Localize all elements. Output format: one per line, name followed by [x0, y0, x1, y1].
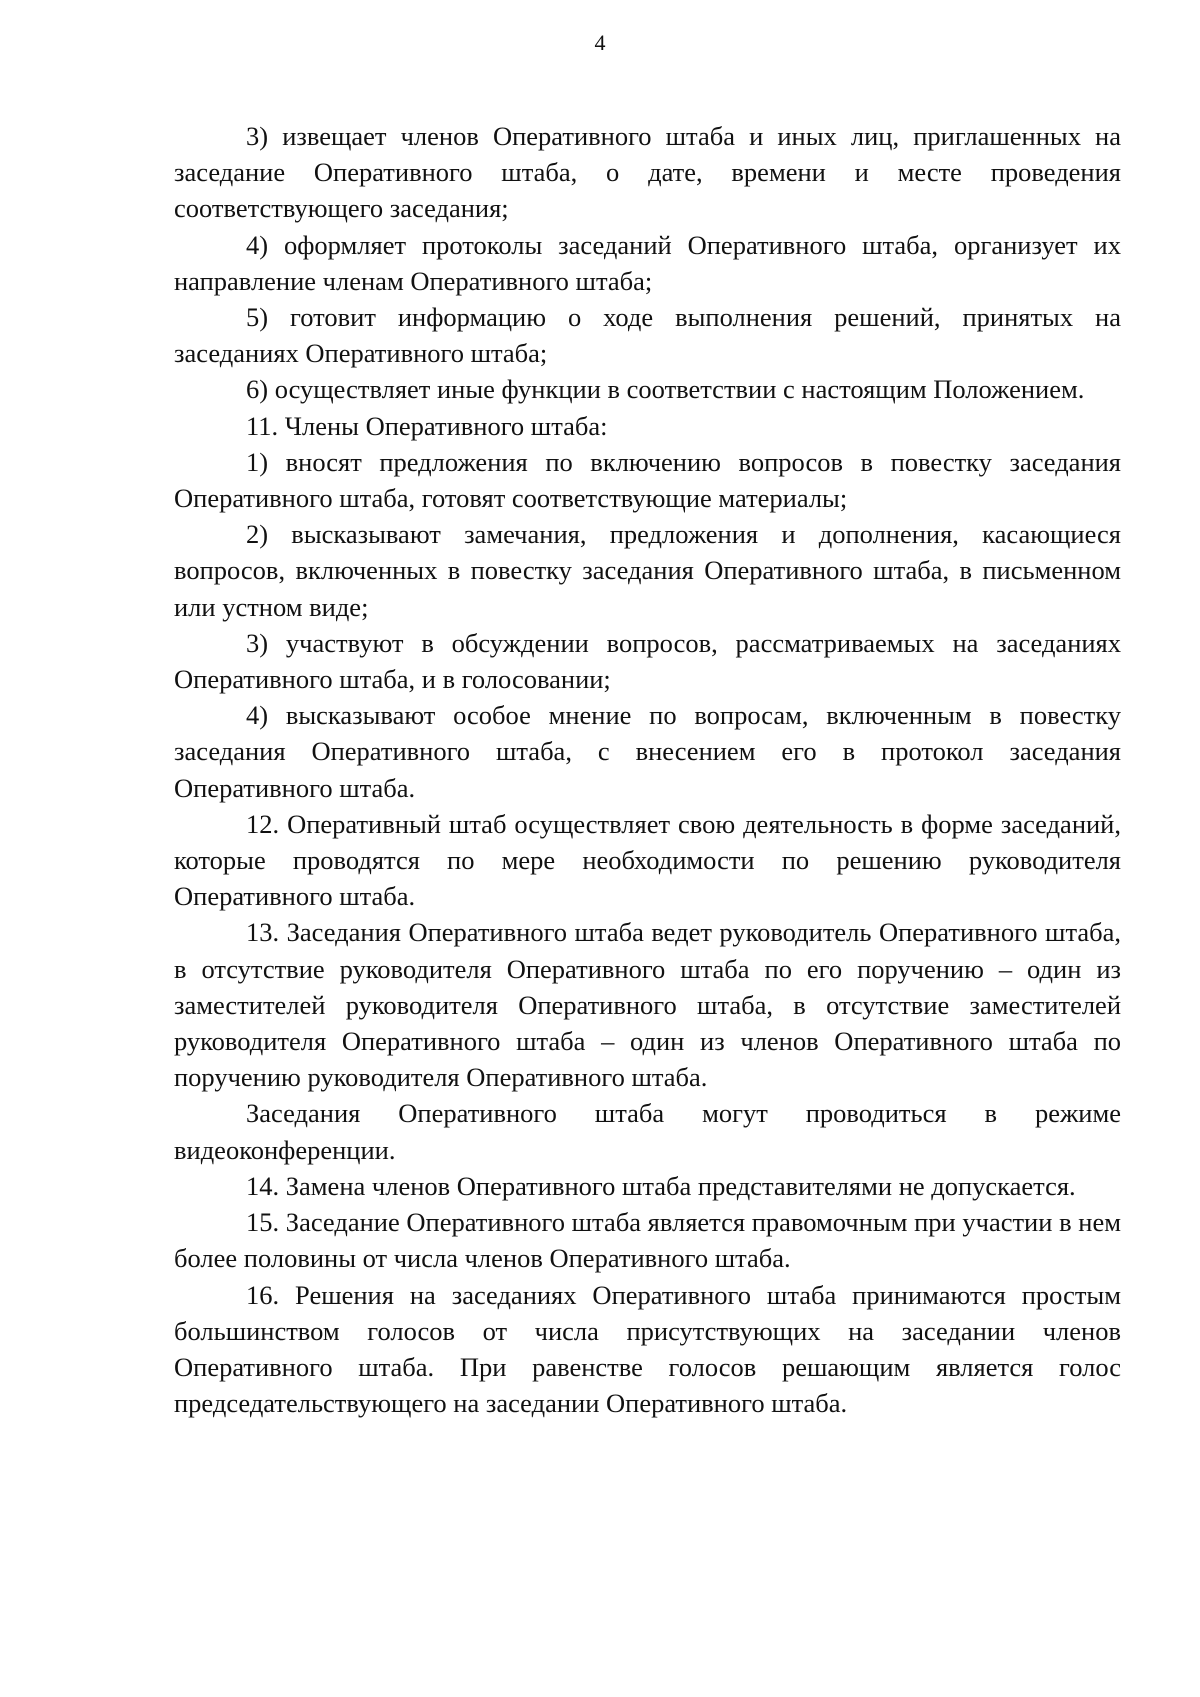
paragraph-11-4: 4) высказывают особое мнение по вопросам, включенным в повестку заседания Оперативного штаба, с внесением его в протокол заседания Оперативного штаба.: [174, 700, 1121, 803]
paragraph-11-heading: 11. Члены Оперативного штаба:: [246, 410, 608, 441]
paragraph-16: 16. Решения на заседаниях Оперативного штаба принимаются простым большинством голосов от числа присутствующих на заседании членов Оперативного штаба. При равенстве голосов решающим является голос председательствующего на заседании Оперативного штаба.: [174, 1279, 1121, 1419]
paragraph-11-3: 3) участвуют в обсуждении вопросов, рассматриваемых на заседаниях Оперативного штаба, и в голосовании;: [174, 627, 1121, 695]
paragraph-10-6: 6) осуществляет иные функции в соответствии с настоящим Положением.: [246, 374, 1085, 405]
paragraph-10-5: 5) готовит информацию о ходе выполнения решений, принятых на заседаниях Оперативного штаба;: [174, 302, 1121, 369]
paragraph-13-videoconference: Заседания Оперативного штаба могут проводиться в режиме видеоконференции.: [174, 1098, 1121, 1165]
paragraph-12: 12. Оперативный штаб осуществляет свою деятельность в форме заседаний, которые проводятся по мере необходимости по решению руководителя Оперативного штаба.: [174, 808, 1121, 912]
paragraph-10-3: 3) извещает членов Оперативного штаба и иных лиц, приглашенных на заседание Оперативного штаба, о дате, времени и месте проведения соответствующего заседания;: [174, 121, 1121, 224]
paragraph-13: 13. Заседания Оперативного штаба ведет руководитель Оперативного штаба, в отсутствие руководителя Оперативного штаба по его поручению – один из заместителей руководителя Оперативного штаба, в отсутствие заместителей руководителя Оперативного штаба – один из членов Оперативного штаба по поручению руководителя Оперативного штаба.: [174, 917, 1121, 1093]
page-number: 4: [594, 30, 606, 55]
paragraph-10-4: 4) оформляет протоколы заседаний Оперативного штаба, организует их направление членам Оперативного штаба;: [174, 229, 1121, 296]
document-body: [174, 118, 1121, 1421]
paragraph-15: 15. Заседание Оперативного штаба является правомочным при участии в нем более половины от числа членов Оперативного штаба.: [174, 1207, 1121, 1274]
paragraph-11-2: 2) высказывают замечания, предложения и дополнения, касающиеся вопросов, включенных в повестку заседания Оперативного штаба, в письменном или устном виде;: [174, 519, 1121, 622]
paragraph-14: 14. Замена членов Оперативного штаба представителями не допускается.: [246, 1170, 1076, 1201]
paragraph-11-1: 1) вносят предложения по включению вопросов в повестку заседания Оперативного штаба, готовят соответствующие материалы;: [174, 446, 1121, 514]
